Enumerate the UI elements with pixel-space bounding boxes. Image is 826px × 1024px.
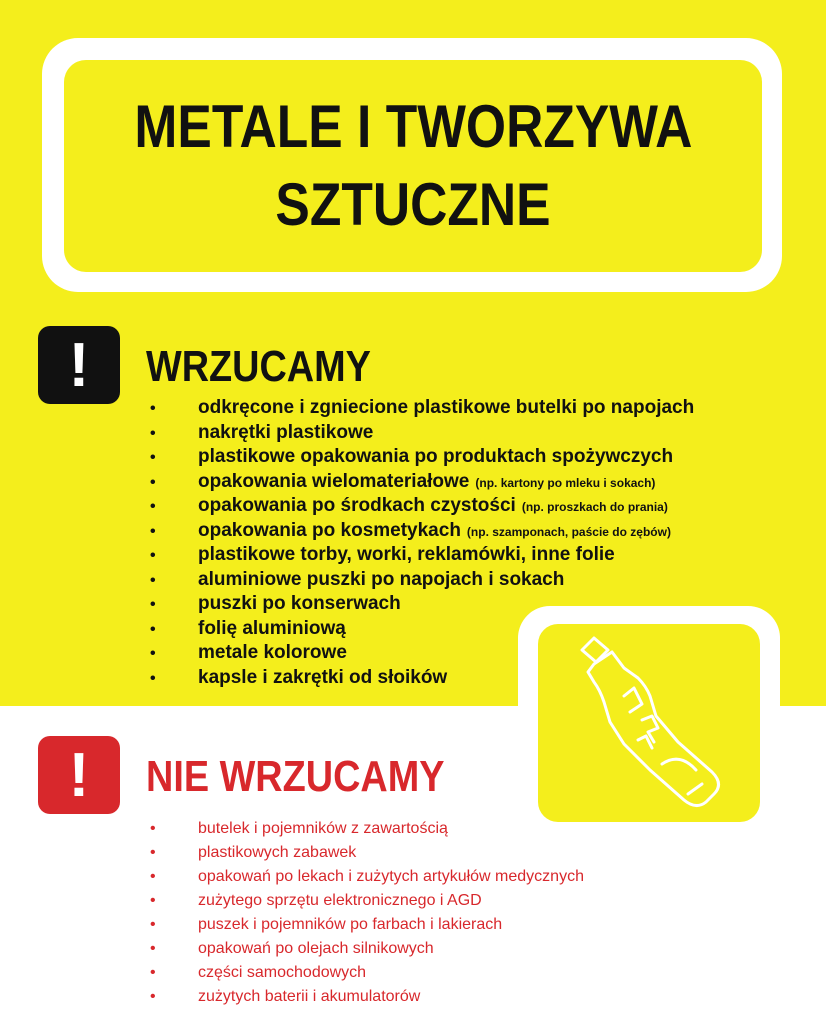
list-item [150,892,584,916]
bullet-icon: • [150,940,156,957]
bullet-icon: • [150,596,156,613]
title-line-1: METALE I TWORZYWA [134,93,692,160]
list-item-text: zużytych baterii i akumulatorów [198,988,421,1005]
bullet-icon: • [150,498,156,515]
bullet-icon: • [150,400,156,417]
list-item-text: opakowania po środkach czystości [198,495,516,516]
bullet-icon: • [150,916,156,933]
title-line-2: SZTUCZNE [275,171,551,238]
list-item-text: plastikowych zabawek [198,844,357,861]
bullet-icon: • [150,620,156,638]
bottle-icon-box [538,624,760,822]
list-item [150,868,584,892]
list-item-text: puszki po konserwach [198,593,401,614]
forbidden-heading: NIE WRZUCAMY [146,752,445,801]
list-item-text: odkręcone i zgniecione plastikowe butelki po napojach [198,397,695,418]
bullet-icon: • [150,473,156,491]
list-item [150,820,584,844]
list-item-text: opakowań po lekach i zużytych artykułów medycznych [198,868,584,885]
list-item [150,520,694,545]
bullet-icon: • [150,892,156,909]
list-item-text: opakowania po kosmetykach [198,519,461,541]
list-item [150,916,584,940]
list-item [150,471,694,496]
list-item [150,988,584,1012]
exclamation-icon-forbidden: ! [38,736,120,814]
list-item-note: (np. szamponach, paście do zębów) [466,524,671,539]
list-item-text: plastikowe opakowania po produktach spożywczych [198,446,674,467]
list-item [150,495,694,520]
forbidden-list [150,820,584,1012]
list-item-text: opakowania wielomateriałowe [198,470,470,492]
list-item-note: (np. proszkach do prania) [521,500,668,514]
list-item-text: opakowań po olejach silnikowych [198,940,434,957]
bullet-icon: • [150,964,156,981]
bullet-icon: • [150,424,156,442]
bullet-icon: • [150,669,156,687]
bullet-icon: • [150,571,156,589]
bullet-icon: • [150,547,156,564]
list-item-text: nakrętki plastikowe [198,421,374,443]
crushed-plastic-bottle-icon [538,624,760,822]
bullet-icon: • [150,844,156,861]
list-item-note: (np. kartony po mleku i sokach) [475,475,656,490]
list-item [150,964,584,988]
list-item-text: plastikowe torby, worki, reklamówki, inne folie [198,544,615,565]
bullet-icon: • [150,988,156,1005]
allowed-heading: WRZUCAMY [146,342,371,391]
list-item [150,544,694,569]
title-box [64,60,762,272]
list-item [150,844,584,868]
list-item-text: metale kolorowe [198,642,347,663]
list-item [150,569,694,594]
list-item-text: aluminiowe puszki po napojach i sokach [198,568,565,590]
list-item-text: butelek i pojemników z zawartością [198,820,448,837]
list-item [150,397,694,422]
list-item-text: części samochodowych [198,964,367,981]
list-item-text: folię aluminiową [198,617,346,639]
bullet-icon: • [150,522,156,540]
list-item-text: kapsle i zakrętki od słoików [198,666,448,688]
bullet-icon: • [150,820,156,837]
list-item-text: zużytego sprzętu elektronicznego i AGD [198,892,482,909]
bullet-icon: • [150,449,156,466]
bullet-icon: • [150,868,156,885]
list-item [150,446,694,471]
list-item [150,940,584,964]
exclamation-icon-allowed: ! [38,326,120,404]
bullet-icon: • [150,645,156,662]
list-item-text: puszek i pojemników po farbach i lakierach [198,916,503,933]
list-item [150,422,694,447]
